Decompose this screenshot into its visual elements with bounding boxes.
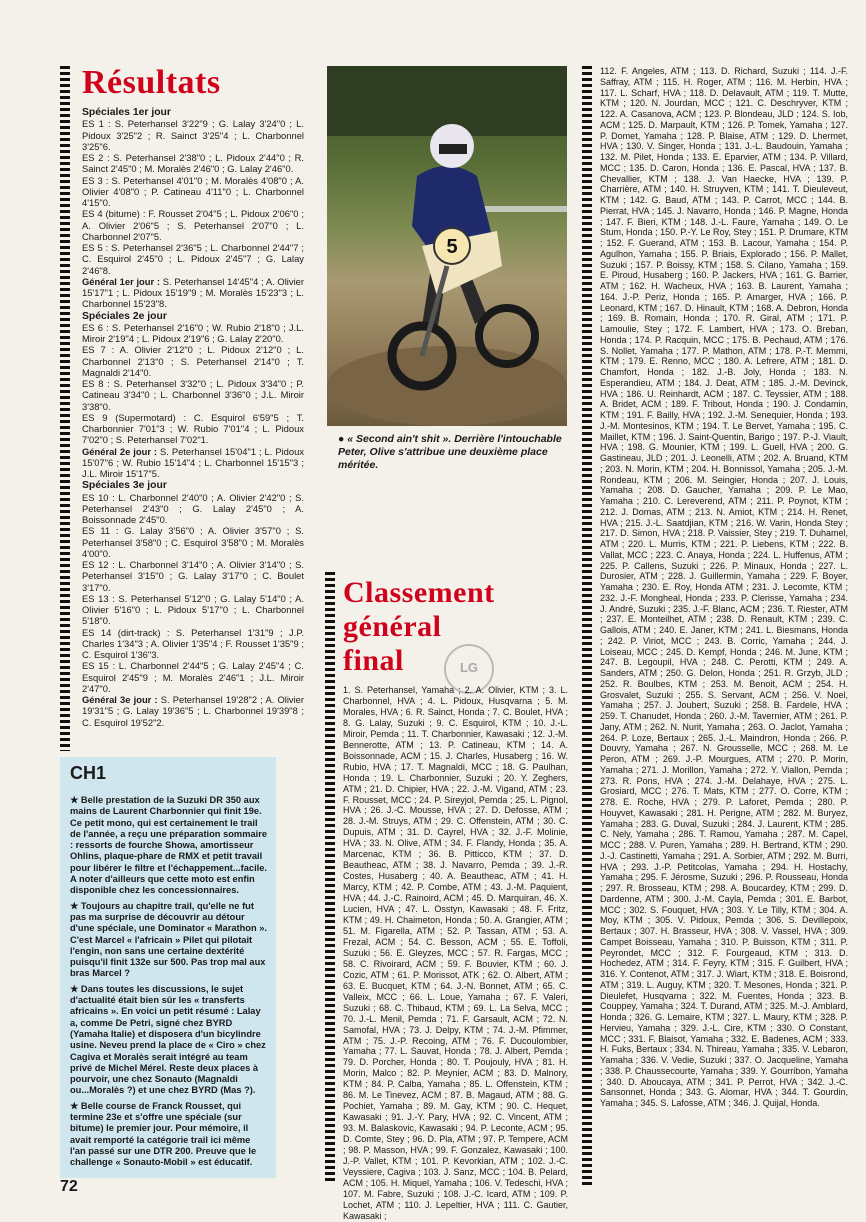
results-stage-line: ES 3 : S. Peterhansel 4'01"0 ; M. Moralès 4'08"0 ; A. Olivier 4'08"0 ; P. Catineau 4'11"0 ; L. Charbonnel 4'15"0.	[82, 174, 304, 208]
results-stage-line: ES 12 : L. Charbonnel 3'14"0 ; A. Olivier 3'14"0 ; S. Peterhansel 3'15"0 ; G. Lalay 3'17"0 ; C. Boulet 3'17"0.	[82, 559, 304, 593]
classement-left-column	[343, 685, 568, 1222]
results-stage-line: ES 10 : L. Charbonnel 2'40"0 ; A. Olivier 2'42"0 ; S. Peterhansel 2'43"0 ; G. Lalay 2'45"0 ; A. Boissonnade 2'45"0.	[82, 491, 304, 525]
results-general-label: Général 2e jour :	[82, 445, 158, 457]
ch1-paragraph: ★ Belle prestation de la Suzuki DR 350 aux mains de Laurent Charbonnier qui finit 19e. Ce petit mono, qui est certainement le trail de l'année, a reçu une préparation sommaire : ressorts de fourche Showa, amortisseur Ohlins, plaque-phare de RMX et petit travail pour libérer le filtre et l'échappement...facile. A noter d'ailleurs que cette moto est enfin disponible chez les concessionnaires.	[70, 795, 267, 896]
results-general-text: S. Peterhansel 14'45"4 ; A. Olivier 15'17"1 ; L. Pidoux 15'19"9 ; M. Moralès 15'23"3 ; L. Charbonnel 15'23"8.	[82, 275, 304, 310]
classement-right-column	[600, 66, 848, 1109]
rider-illustration	[327, 66, 567, 426]
ch1-body	[70, 795, 268, 1173]
classement-title-1: Classement	[343, 576, 495, 609]
results-section-heading: Spéciales 2e jour	[82, 310, 167, 322]
results-stage-line: ES 7 : A. Olivier 2'12"0 ; L. Pidoux 2'12"0 ; L. Charbonnel 2'13"0 ; S. Peterhansel 2'14"0 ; T. Magnaldi 2'14"0.	[82, 344, 304, 378]
results-column	[82, 106, 304, 728]
ch1-paragraph: ★ Belle course de Franck Rousset, qui termine 23e et s'offre une spéciale (sur bitume) le premier jour. Pour mémoire, il avait remporté la catégorie trail ici même l'an passé sur une DTR 200. Preuve que le challenge « Sonauto-Mobil » est éducatif.	[70, 1100, 257, 1168]
results-title: Résultats	[82, 64, 221, 101]
results-general-line	[82, 694, 304, 728]
results-stage-line: ES 1 : S. Peterhansel 3'22"9 ; G. Lalay 3'24"0 ; L. Pidoux 3'25"2 ; R. Sainct 3'25"4 ; L. Charbonnel 3'25"6.	[82, 118, 304, 152]
dotted-rule-right	[582, 66, 592, 1186]
results-section-heading: Spéciales 1er jour	[82, 107, 171, 118]
classement-title-3: final	[343, 644, 404, 677]
results-general-line	[82, 276, 304, 310]
results-stage-line: ES 11 : G. Lalay 3'56"0 ; A. Olivier 3'57"0 ; S. Peterhansel 3'58"0 ; C. Esquirol 3'58"0 ; M. Moralès 4'00"0.	[82, 525, 304, 559]
ch1-sidebar	[60, 757, 276, 1178]
race-photo	[327, 66, 567, 426]
results-stage-line: ES 2 : S. Peterhansel 2'38"0 ; L. Pidoux 2'44"0 ; R. Sainct 2'45"0 ; M. Moralès 2'46"0 ; G. Lalay 2'46"0.	[82, 152, 304, 175]
photo-caption: ● « Second ain't shit ». Derrière l'intouchable Peter, Olive s'attribue une deuxième place méritée.	[338, 433, 562, 471]
results-stage-line: ES 14 (dirt-track) : S. Peterhansel 1'31"9 ; J.P. Charles 1'34"3 ; A. Olivier 1'35"4 ; F. Rousset 1'35"9 ; C. Esquirol 1'36"3.	[82, 626, 304, 660]
results-stage-line: ES 6 : S. Peterhansel 2'16"0 ; W. Rubio 2'18"0 ; J.L. Miroir 2'19"4 ; L. Pidoux 2'19"6 ; G. Lalay 2'20"0.	[82, 321, 304, 344]
results-stage-line: ES 4 (bitume) : F. Rousset 2'04"5 ; L. Pidoux 2'06"0 ; A. Olivier 2'06"5 ; S. Peterhansel 2'07"0 ; L. Charbonnel 2'07"5.	[82, 208, 304, 242]
page-number: 72	[60, 1178, 78, 1195]
results-stage-line: ES 15 : L. Charbonnel 2'44"5 ; G. Lalay 2'45"4 ; C. Esquirol 2'45"9 ; M. Moralès 2'46"1 ; J.L. Miroir 2'47"0.	[82, 660, 304, 694]
dotted-rule-left	[60, 66, 70, 751]
classement-text-right: 112. F. Angeles, ATM ; 113. D. Richard, Suzuki ; 114. J.-F. Saffray, ATM ; 115. H. Roger, ATM ; 116. M. Herbin, HVA ; 117. L. Scharf, HVA ; 118. D. Delavault, ATM ; 119. T. Mutte, KTM ; 120. N. Jourdan, MCC ; 121. C. Deschryver, KTM ; 122. A. Casanova, ACM ; 123. P. Blondeau, JLD ; 124. S. Iob, ACM ; 125. D. Marpault, KTM ; 126. P. Tomek, Yamaha ; 127. P. Domet, Yamaha ; 128. P. Blaise, ATM ; 129. D. Lhermet, HVA ; 130. V. Singer, Honda ; 131. J.-L. Baudouin, Yamaha ; 132. M. Pilet, Honda ; 133. E. Eparvier, ATM ; 134. P. Villard, MCC ; 135. D. Caron, Honda ; 136. E. Pascal, HVA ; 137. B. Chevallier, KTM ; 138. J. Van Haecke, HVA ; 139. P. Charrière, ATM ; 140. H. Struyven, KTM ; 141. T. Dieuleveut, KTM ; 142. G. Baud, ATM ; 143. P. Carrot, MCC ; 144. B. Pierrat, HVA ; 145. J. Navarro, Honda ; 146. P. Magne, Honda ; 147. F. Bieri, KTM ; 148. J.-L. Faure, Yamaha ; 149. O. Le Stum, Honda ; 150. P.-Y. Le Roy, Stey ; 151. P. Drumare, KTM ; 152. F. Guerand, ATM ; 153. B. Lacour, Yamaha ; 154. P. Agulhon, Yamaha ; 155. P. Briais, Explorado ; 156. P. Mallet, Suzuki ; 157. P. Boissy, KTM ; 158. S. Cilano, Yamaha ; 159. E. Piroud, Husaberg ; 160. P. Jackers, HVA ; 161. G. Barrier, ATM ; 162. H. Wacheux, HVA ; 163. B. Laurent, Yamaha ; 164. J.-P. Periz, Honda ; 165. P. Amarger, HVA ; 166. P. Leonard, KTM ; 167. D. Hinault, KTM ; 168. A. Debron, Honda ; 169. B. Romain, Honda ; 170. R. Giral, ATM ; 171. P. Lamoulie, Stey ; 172. F. Lambert, HVA ; 173. O. Breban, Honda ; 174. P. Racquin, MCC ; 175. B. Pechaud, ATM ; 176. S. Nollet, Yamaha ; 177. P. Mathon, ATM ; 178. P.-T. Memmi, KTM ; 179. E. Renno, MCC ; 180. A. Lefrere, ATM ; 181. D. Chamfort, Honda ; 182. J.-B. Joly, Honda ; 183. N. Esperandieu, ATM ; 184. J. Deat, ATM ; 185. J.-M. Devinck, HVA ; 186. U. Reinhardt, ACM ; 187. C. Teyssier, ATM ; 188. A. Bridet, ACM ; 189. F. Tribout, Honda ; 190. J. Condamin, KTM ; 191. F. Bailly, HVA ; 192. J.-M. Senequier, Honda ; 193. J.-M. Montesinos, KTM ; 194. T. Le Bervet, Yamaha ; 195. C. Maillet, KTM ; 196. J. Saint-Quentin, Barigo ; 197. P.-J. Viault, HVA ; 198. G. Mounier, KTM ; 199. L. Guell, HVA ; 200. G. Gastineau, JLD ; 201. J. Leonelli, ATM ; 202. A. Bruand, KTM ; 203. N. Morin, KTM ; 204. H. Bonnissol, Yamaha ; 205. J.-M. Rondeau, KTM ; 206. M. Seingier, Honda ; 207. J. Louis, Yamaha ; 208. D. Gaucher, Yamaha ; 209. P. Le Mao, Yamaha ; 210. C. Lereverend, ATM ; 211. P. Poynot, KTM ; 212. J. Domas, ATM ; 213. N. Amiot, KTM ; 214. H. Renet, HVA ; 215. J.-L. Saatdjian, KTM ; 216. W. Varin, Honda Stey ; 217. D. Simon, HVA ; 218. P. Vaissier, Stey ; 219. T. Duhamel, ATM ; 220. L. Murris, KTM ; 221. P. Liebens, KTM ; 222. B. Vallat, MCC ; 223. C. Anaya, Honda ; 224. L. Huffenus, ATM ; 225. P. Callens, Suzuki ; 226. P. Minaux, Honda ; 227. L. Durosier, ATM ; 228. J. Guillermin, Yamaha ; 229. F. Boyer, Yamaha ; 230. E. Roy, Honda ATM ; 231. J. Lecomte, KTM ; 232. J.-F. Mongheal, Honda ; 233. P. Clerisse, Yamaha ; 234. J. André, Suzuki ; 235. J.-F. Blanc, ACM ; 236. T. Riester, ATM ; 237. E. Monteilhet, ATM ; 238. D. Renault, KTM ; 239. C. Gallois, ATM ; 240. E. Janer, KTM ; 241. L. Biesmans, Honda ; 242. P. Viriot, MCC ; 243. B. Corric, Yamaha ; 244. J. Loiseau, MCC ; 245. D. Kempf, Honda ; 246. M. June, KTM ; 247. B. Legoupil, HVA ; 248. C. Perotti, KTM ; 249. A. Sanders, ATM ; 250. G. Delon, Honda ; 251. R. Grzyb, JLD ; 252. R. Boulbes, KTM ; 253. M. Benoit, ACM ; 254. H. Grosvalet, Suzuki ; 255. S. Servant, ACM ; 256. V. Noel, Yamaha ; 257. J. Joubert, Suzuki ; 258. B. Fardele, HVA ; 259. T. Chanudet, Honda ; 260. J.-M. Tavernier, ATM ; 261. P. Jany, ATM ; 262. N. Nurit, Yamaha ; 263. O. Jaclot, Yamaha ; 264. P. Loze, Bertaux ; 265. J.-L. Maindron, Honda ; 266. P. Douvry, Yamaha ; 267. N. Grousselle, MCC ; 268. M. Le Peron, ATM ; 269. J.-P. Mourgues, ATM ; 270. P. Morin, Yamaha ; 271. J. Morillon, Yamaha ; 272. Y. Viallon, Pemda ; 273. R. Pons, HVA ; 274. J.-M. Delahaye, HVA ; 275. L. Grosiard, MCC ; 276. T. Mats, KTM ; 277. O. Corre, KTM ; 278. E. Roche, HVA ; 279. P. Laforet, Pemda ; 280. P. Houyvet, Kawasaki ; 281. H. Perigne, ATM ; 282. M. Buryez, Yamaha ; 283. G. Duval, Suzuki ; 284. J. Laurent, KTM ; 285. C. Nely, Yamaha ; 286. T. Ramou, Yamaha ; 287. M. Capel, MCC ; 288. V. Puren, Yamaha ; 289. H. Bertrand, KTM ; 290. J.-J. Castinetti, Yamaha ; 291. A. Sorbier, ATM ; 292. M. Burri, HVA ; 293. J.-P. Petitcolas, Yamaha ; 294. H. Hostachy, Yamaha ; 295. F. Jérosme, Suzuki ; 296. P. Rousseau, Honda ; 297. R. Brosseau, KTM ; 298. A. Boucardey, KTM ; 299. D. Dardenne, ATM ; 300. J.-M. Cayla, Pemda ; 301. E. Barbot, MCC ; 302. S. Fouquet, HVA ; 303. Y. Le Tilly, KTM ; 304. A. Moy, KTM ; 305. V. Pidoux, Pemda ; 306. S. Devillepoix, Bertaux ; 307. H. Brasseur, HVA ; 308. V. Vassel, HVA ; 309. Campet Boisseau, Yamaha ; 310. P. Buisson, KTM ; 311. P. Peyrondet, MCC ; 312. F. Fourgeaud, KTM ; 313. D. Hochedez, ATM ; 314. F. Feyry, KTM ; 315. F. Guilbert, HVA ; 316. Y. Contenot, ATM ; 317. J. Wiart, KTM ; 318. E. Boisrond, ATM ; 319. L. Auguy, KTM ; 320. T. Mesones, Honda ; 321. P. Dieulefet, Husqvarna ; 322. M. Fuentes, Honda ; 323. B. Couppey, Yamaha ; 324. T. Durand, ATM ; 325. M.-J. Amblard, Honda ; 326. G. Lemaire, KTM ; 327. L. Maury, KTM ; 328. P. Hervieu, Yamaha ; 329. J.-L. Cire, KTM ; 330. O Constant, MCC ; 331. F. Blaisot, Yamaha ; 332. E. Badenes, ACM ; 333. H. Fuks, Bertaux ; 334. N. Thireau, Yamaha ; 335. V. Lebaron, Yamaha ; 336. V. Vedie, Suzuki ; 337. O. Jacqueline, Yamaha ; 338. P. Chaussecourte, Yamaha ; 339. Y. Gourribon, Yamaha ; 340. D. Aboucaya, ATM ; 341. P. Perrot, HVA ; 342. J.-C. Sansonnet, Honda ; 343. G. Alomar, HVA ; 344. T. Gourdin, Yamaha ; 345. S. Lafosse, ATM ; 346. J. Quijal, Honda.	[600, 66, 849, 1108]
classement-title-2: général	[343, 610, 442, 643]
results-stage-line: ES 5 : S. Peterhansel 2'36"5 ; L. Charbonnel 2'44"7 ; C. Esquirol 2'45"0 ; L. Pidoux 2'45"7 ; G. Lalay 2'46"8.	[82, 242, 304, 276]
ch1-title: CH1	[70, 763, 107, 783]
results-general-label: Général 3e jour :	[82, 694, 158, 705]
results-general-text: S. Peterhansel 15'04"1 ; L. Pidoux 15'07"6 ; W. Rubio 15'14"4 ; L. Charbonnel 15'15"3 ; J.L. Miroir 15'17"5.	[82, 445, 305, 479]
results-stage-line: ES 9 (Supermotard) : C. Esquirol 6'59"5 ; T. Charbonnier 7'01"3 ; W. Rubio 7'01"4 ; L. Pidoux 7'02"0 ; S. Peterhansel 7'02"1.	[82, 411, 304, 446]
results-section-heading: Spéciales 3e jour	[82, 480, 167, 492]
results-general-label: Général 1er jour :	[82, 275, 161, 287]
dotted-rule-mid	[325, 572, 335, 1182]
results-stage-line: ES 8 : S. Peterhansel 3'32"0 ; L. Pidoux 3'34"0 ; P. Catineau 3'34"0 ; L. Charbonnel 3'36"0 ; J.L. Miroir 3'38"0.	[82, 378, 304, 412]
plate-number: 5	[446, 236, 458, 258]
ch1-paragraph: ★ Dans toutes les discussions, le sujet d'actualité était bien sûr les « transferts africains ». En voici un petit résumé : Lalay a, comme De Petri, signé chez BYRD (Yamaha Italie) et disposera d'un bicylindre usine. Neveu prend la place de « Ciro » chez Cagiva et Moralès serait intégré au team privé de Michel Mérel. Reste deux places à pourvoir, une chez Sonauto (Magnaldi ou...Moralès ?) et une chez BYRD (Mas ?).	[70, 983, 266, 1096]
classement-text-left: 1. S. Peterhansel, Yamaha ; 2. A. Olivier, KTM ; 3. L. Charbonnel, HVA ; 4. L. Pidoux, Husqvarna ; 5. M. Morales, HVA ; 6. R. Sainct, Honda ; 7. C. Boulet, HVA ; 8. G. Lalay, Suzuki ; 9. C. Esquirol, KTM ; 10. J.-L. Miroir, Pemda ; 11. T. Charbonnier, Kawasaki ; 12. J.-M. Bennerotte, ATM ; 13. P. Catineau, KTM ; 14. A. Boissonnade, ACM ; 15. J. Charles, Husaberg ; 16. W. Rubio, HVA ; 17. T. Magnaldi, MCC ; 18. G. Paulhan, Honda ; 19. L. Charbonnier, Suzuki ; 20. Y. Zeghers, ATM ; 21. D. Chipier, HVA ; 22. J.-M. Vigand, ATM ; 23. F. Rousset, MCC ; 24. P. Sireyjol, Pemda ; 25. L. Pignol, HVA ; 26. J.-C. Mousse, HVA ; 27. D. Defosse, ATM ; 28. J.-M. Struys, ATM ; 29. C. Offenstein, ATM ; 30. C. Dupuis, ATM ; 31. D. Cayrel, HVA ; 32. J.-F. Molinie, HVA ; 33. N. Olive, ATM ; 34. F. Flandy, Honda ; 35. A. Marcenac, KTM ; 36. B. Pitticco, KTM ; 37. D. Beautheac, ATM ; 38. J. Navarro, Pemda ; 39. J.-R. Costes, Husaberg ; 40. A. Beautheac, ATM ; 41. H. Marcy, KTM ; 42. P. Combe, ATM ; 43. J.-M. Paquient, HVA ; 44. J.-C. Rainoird, ACM ; 45. D. Marquiran, 46. X. Lucien, HVA ; 47. L. Osstyn, Kawasaki ; 48. F. Fritz, KTM ; 49. H. Chaimeton, Honda ; 50. A. Grangier, ATM ; 51. M. Figarella, ATM ; 52. P. Tassan, ATM ; 53. A. Frezal, ACM ; 54. C. Besson, ACM ; 55. E. Toffoli, Suzuki ; 56. E. Gleyzes, MCC ; 57. R. Fargas, MCC ; 58. C. Rivoirard, ACM ; 59. F. Bouvier, KTM ; 60. J. Cozic, ATM ; 61. P. Morissot, ATK ; 62. O. Albert, ATM ; 63. E. Bucquet, KTM ; 64. J.-N. Bonnet, ATM ; 65. C. Valleix, MCC ; 66. L. Loue, Yamaha ; 67. F. Valeri, Suzuki ; 68. C. Thibaud, KTM ; 69. L. La Selva, MCC ; 70. J.-L. Menil, Pemda ; 71. F. Garsault, ACM ; 72. N. Samofal, HVA ; 73. J. Delpy, KTM ; 74. J.-M. Pfimmer, ATM ; 75. J.-P. Recoing, ATM ; 76. F. Ducoulombier, Yamaha ; 77. L. Sauvat, Honda ; 78. J. Albert, Pemda ; 79. D. Porcher, Honda ; 80. T. Poujouly, HVA ; 81. H. Morin, Malco ; 82. P. Meynier, ACM ; 83. D. Malnory, KTM ; 84. P. Calba, Yamaha ; 85. L. Offenstein, KTM ; 86. M. Le Tinevez, ACM ; 87. B. Magaud, ATM ; 88. G. Pochiet, Yamaha ; 89. M. Gay, KTM ; 90. C. Hequet, Kawasaki ; 91. J.-Y. Pary, HVA ; 92. C. Vincent, ATM ; 93. M. Balaskovic, Kawasaki ; 94. P. Leconte, ACM ; 95. D. Comte, Stey ; 96. D. Pla, ATM ; 97. P. Tempere, ACM ; 98. P. Masson, HVA ; 99. F. Gonzalez, Kawasaki ; 100. J.-P. Vallet, KTM ; 101. P. Kevorkian, ATM ; 102. J.-C. Veyssiere, Cagiva ; 103. J. Sanz, MCC ; 104. B. Pelard, ACM ; 105. H. Miquel, Yamaha ; 106. V. Tedeschi, HVA ; 107. M. Fabre, Suzuki ; 108. J.-C. Icard, ATM ; 109. P. Lochet, ATM ; 110. J. Lepeltier, HVA ; 111. C. Gautier, Kawasaki ;	[343, 685, 568, 1221]
watermark-stamp: LG	[444, 644, 494, 694]
results-stage-line: ES 13 : S. Peterhansel 5'12"0 ; G. Lalay 5'14"0 ; A. Olivier 5'16"0 ; L. Pidoux 5'17"0 ; L. Charbonnel 5'18"0.	[82, 592, 304, 627]
ch1-paragraph: ★ Toujours au chapitre trail, qu'elle ne fut pas ma surprise de découvrir au détour d'une spéciale, une Dominator « Marathon ». C'est Marcel « l'africain » Pilet qui pilotait l'engin, non sans une certaine dextérité puisqu'il finit 132e sur 500. Pas trop mal aux bras Marcel ?	[70, 900, 267, 979]
results-general-text: S. Peterhansel 19'28"2 ; A. Olivier 19'31"5 ; G. Lalay 19'36"5 ; L. Charbonnel 19'39"8 ; C. Esquirol 19'52"2.	[82, 694, 305, 728]
results-general-line	[82, 446, 304, 480]
